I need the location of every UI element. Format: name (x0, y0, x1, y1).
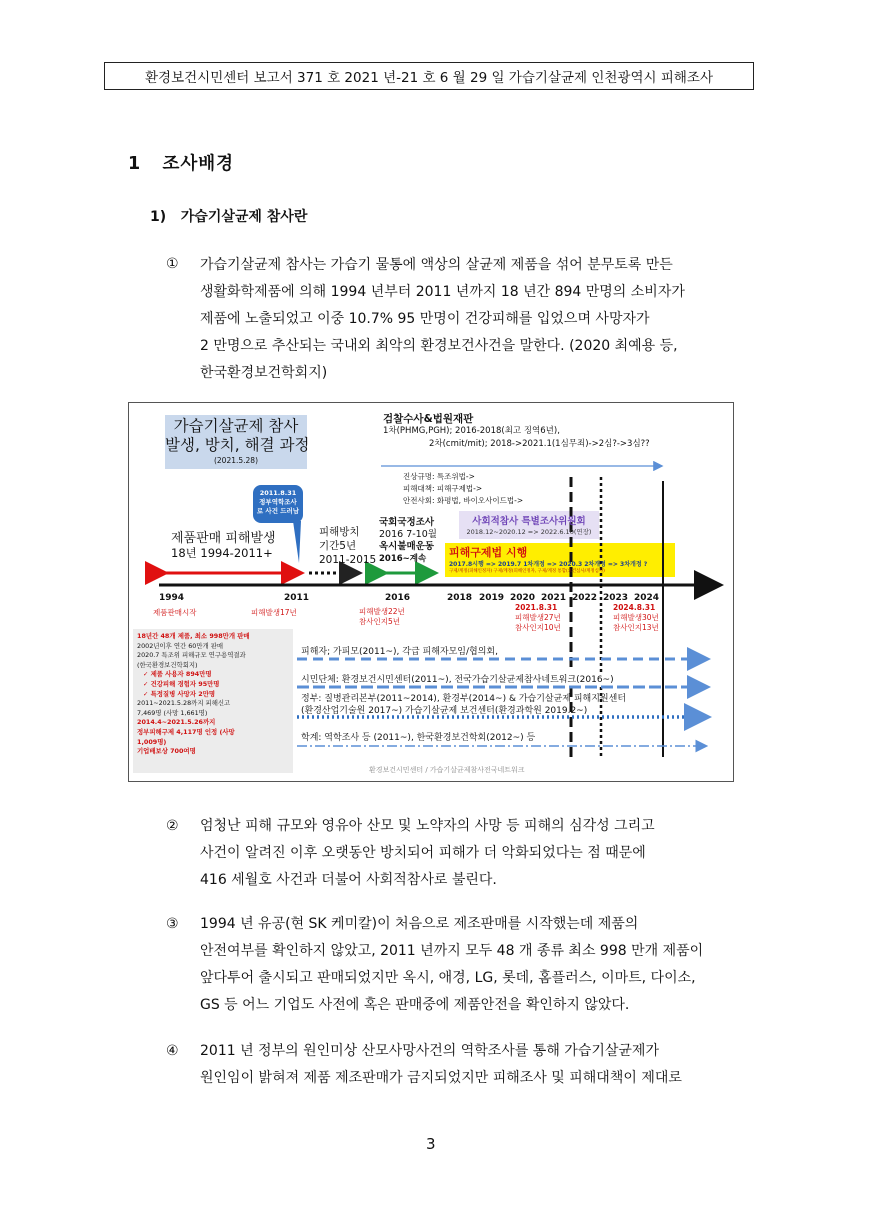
track-civil: 시민단체: 환경보건시민센터(2011~), 전국가습기살균제참사네트워크(2016~) (301, 672, 616, 685)
prosecution-details (383, 425, 650, 451)
axis-year-2021: 2021 (541, 593, 567, 603)
fact-item: 7,469명 (사망 1,661명) (137, 708, 208, 717)
laws-list (403, 471, 523, 507)
figure-title-line: 발생, 방치, 해결 과정 (165, 436, 310, 454)
below-axis-line: 피해발생27년 (515, 613, 561, 622)
below-axis-2016 (359, 607, 405, 627)
paragraph-marker: ② (166, 818, 179, 834)
below-axis-line: 2024.8.31 (613, 603, 656, 612)
paragraph-line: GS 등 어느 기업도 사전에 혹은 판매중에 제품안전을 확인하지 않았다. (200, 997, 630, 1013)
axis-year-2018: 2018 (447, 593, 473, 603)
page-number: 3 (426, 1135, 436, 1153)
paragraph-2 (200, 813, 655, 894)
fact-item: 정부피해구제 4,117명 인정 (사망 (137, 727, 235, 736)
axis-year-1994: 1994 (159, 593, 185, 603)
below-axis-1994: 제품판매시작 (153, 608, 197, 617)
paragraph-1 (200, 252, 685, 387)
law-item: 안전사회: 화평법, 바이오사이드법-> (403, 496, 524, 505)
fact-item: ✓ 제품 사용자 894만명 (143, 670, 212, 679)
assembly-label (379, 517, 437, 565)
track-line: 정부: 질병관리본부(2011~2014), 환경부(2014~) & 가습기살균제 피해지원센터 (301, 694, 627, 704)
report-header: 환경보건시민센터 보고서 371 호 2021 년-21 호 6 월 29 일 가습기살균제 인천광역시 피해조사 (104, 62, 754, 90)
figure-title-line: 가습기살균제 참사 (173, 417, 299, 435)
bubble-line: 로 사건 드러남 (256, 507, 300, 515)
neglect-label-line: 2011-2015 (319, 554, 377, 566)
paragraph-line: 제품에 노출되었고 이중 10.7% 95 만명이 건강피해를 입었으며 사망자가 (200, 311, 650, 327)
fact-item: 1,009명) (137, 737, 167, 746)
figure-title (165, 417, 310, 466)
prosecution-line: 1차(PHMG,PGH); 2016-2018(최고 징역6년), (383, 426, 560, 436)
law-item: 피해대책: 피해구제법-> (403, 484, 483, 493)
bubble-text (253, 489, 303, 516)
relief-law-line: 2017.8시행 => 2019.7 1차개정 => 2020.3 2차개정 => 3차개정 ? (449, 561, 648, 568)
fact-item: (한국환경보건학회지) (137, 660, 198, 669)
subsection-title: 가습기살균제 참사란 (180, 209, 308, 225)
law-item: 진상규명: 특조위법-> (403, 472, 475, 481)
paragraph-marker: ③ (166, 916, 179, 932)
assembly-line: 2016~계속 (379, 554, 427, 564)
below-axis-line: 피해발생30년 (613, 613, 659, 622)
paragraph-line: 2 만명으로 추산되는 국내외 최악의 환경보건사건을 말한다. (2020 최예용 등, (200, 338, 678, 354)
axis-year-2011: 2011 (284, 593, 310, 603)
paragraph-line: 사건이 알려진 이후 오랫동안 방치되어 피해가 더 악화되었다는 점 때문에 (200, 845, 646, 861)
neglect-label-line: 피해방치 (319, 526, 360, 538)
timeline-figure (128, 402, 734, 782)
paragraph-line: 416 세월호 사건과 더불어 사회적참사로 불린다. (200, 872, 497, 888)
commission-period: 2018.12~2020.12 => 2022.6.10(연장) (466, 528, 592, 536)
bubble-line: 2011.8.31 (259, 489, 297, 497)
assembly-line: 2016 7-10월 (379, 529, 437, 540)
paragraph-marker: ① (166, 256, 179, 272)
paragraph-3 (200, 911, 703, 1019)
sales-label (171, 531, 276, 561)
paragraph-line: 한국환경보건학회지) (200, 365, 328, 381)
fact-item: 2002년이후 연간 60만개 판매 (137, 641, 224, 650)
paragraph-line: 엄청난 피해 규모와 영유아 산모 및 노약자의 사망 등 피해의 심각성 그리고 (200, 818, 655, 834)
fact-item: ✓ 특정질병 사망자 2만명 (143, 689, 216, 698)
paragraph-line: 2011 년 정부의 원인미상 산모사망사건의 역학조사를 통해 가습기살균제가 (200, 1043, 659, 1059)
below-axis-2021 (515, 603, 561, 633)
axis-year-2019: 2019 (479, 593, 505, 603)
relief-law-label (449, 544, 647, 575)
paragraph-line: 안전여부를 확인하지 않았고, 2011 년까지 모두 48 개 종류 최소 998 만개 제품이 (200, 943, 704, 959)
fact-item: 2014.4~2021.5.26까지 (137, 718, 216, 727)
axis-year-2020: 2020 (510, 593, 536, 603)
facts-list (137, 632, 250, 757)
paragraph-line: 원인임이 밝혀져 제품 제조판매가 금지되었지만 피해조사 및 피해대책이 제대로 (200, 1070, 682, 1086)
section-heading (128, 150, 234, 175)
section-number: 1 (128, 154, 142, 174)
track-government (301, 693, 626, 717)
figure-title-date: (2021.5.28) (213, 456, 259, 465)
sales-label-line: 제품판매 피해발생 (171, 531, 276, 546)
bubble-line: 정부역학조사 (259, 498, 297, 506)
fact-item: ✓ 건강피해 경험자 95만명 (143, 679, 220, 688)
axis-year-2022: 2022 (572, 593, 598, 603)
below-axis-line: 피해발생22년 (359, 607, 405, 616)
below-axis-2024 (613, 603, 659, 633)
below-axis-2011: 피해발생17년 (251, 608, 297, 617)
relief-law-line: 구제/계정(피해인정자) 구제/계정(피해인정자, 구제/계정 통합(요건심사/계정심사) (449, 569, 605, 574)
below-axis-line: 참사인지13년 (613, 623, 659, 632)
sales-label-line: 18년 1994-2011+ (171, 546, 273, 560)
track-victims: 피해자; 가피모(2011~), 각급 피해자모임/협의회, (301, 644, 500, 657)
fact-item: 2020.7 특조위 피해규모 연구용역결과 (137, 651, 246, 660)
neglect-label-line: 기간5년 (319, 540, 357, 552)
paragraph-line: 1994 년 유공(현 SK 케미칼)이 처음으로 제조판매를 시작했는데 제품의 (200, 916, 639, 932)
paragraph-line: 가습기살균제 참사는 가습기 물통에 액상의 살균제 제품을 섞어 분무토록 만든 (200, 257, 673, 273)
axis-year-2023: 2023 (603, 593, 629, 603)
below-axis-line: 참사인지10년 (515, 623, 561, 632)
paragraph-line: 생활화학제품에 의해 1994 년부터 2011 년까지 18 년간 894 만명의 소비자가 (200, 284, 685, 300)
section-title: 조사배경 (162, 154, 235, 174)
paragraph-marker: ④ (166, 1043, 179, 1059)
track-academia: 학계: 역학조사 등 (2011~), 한국환경보건학회(2012~) 등 (301, 730, 537, 743)
relief-law-title: 피해구제법 시행 (449, 546, 528, 559)
fact-item: 기업배보상 700여명 (137, 747, 196, 756)
paragraph-line: 앞다투어 출시되고 판매되었지만 옥시, 애경, LG, 롯데, 홈플러스, 이마트, 다이소, (200, 970, 696, 986)
assembly-line: 옥시불매운동 (379, 541, 435, 552)
prosecution-line: 2차(cmit/mit); 2018->2021.1(1심무죄)->2심?->3심?? (429, 439, 650, 449)
below-axis-line: 2021.8.31 (515, 603, 558, 612)
fact-item: 18년간 48개 제품, 최소 998만개 판매 (137, 632, 250, 640)
commission-title: 사회적참사 특별조사위원회 (472, 516, 586, 527)
commission-label (459, 513, 599, 536)
paragraph-4 (200, 1038, 682, 1092)
track-line: (환경산업기술원 2017~) 가습기살균제 보건센터(환경과학원 2019.2~) (301, 706, 588, 716)
below-axis-line: 참사인지5년 (359, 617, 400, 626)
subsection-heading (150, 206, 307, 226)
prosecution-title: 검찰수사&법원재판 (383, 413, 474, 425)
axis-year-2016: 2016 (385, 593, 411, 603)
assembly-line: 국회국정조사 (379, 517, 435, 528)
fact-item: 2011~2021.5.28까지 피해신고 (137, 699, 231, 708)
axis-year-2024: 2024 (634, 593, 660, 603)
neglect-label (319, 525, 376, 567)
subsection-number: 1) (150, 209, 167, 225)
figure-credit: 환경보건시민센터 / 가습기살균제참사전국네트워크 (369, 766, 525, 774)
